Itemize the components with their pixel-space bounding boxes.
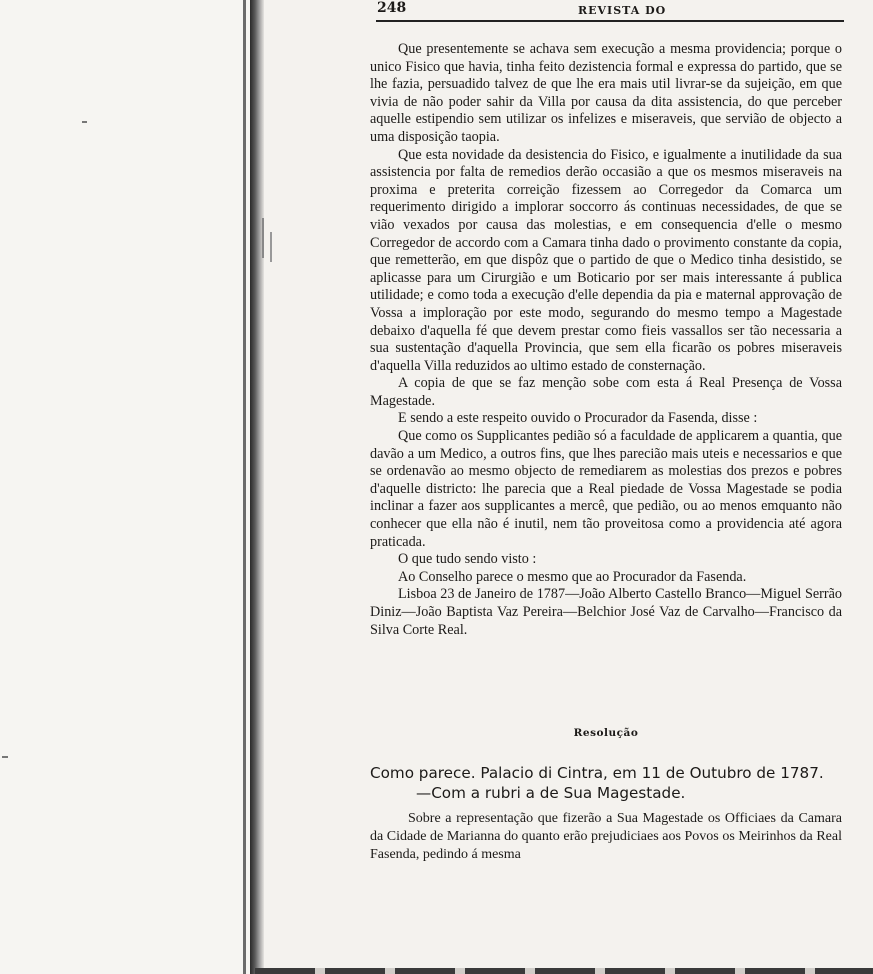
final-paragraph bbox=[370, 810, 842, 864]
paragraph: A copia de que se faz menção sobe com esta á Real Presença de Vossa Magestade. bbox=[370, 375, 842, 409]
resolution-text bbox=[370, 763, 850, 803]
header-rule bbox=[376, 20, 844, 22]
paragraph: Que presentemente se achava sem execução a mesma providencia; porque o unico Fisico que havia, tinha feito dezistencia formal e expressa do partido, que se lhe fazia, persuadido talvez de que lhe era mais util livrar-se da sujeição, em que vivia de não poder sahir da Villa por causa da dita assistencia, do que perceber aquelle estipendio sem utilizar os infelizes e miseraveis, que servião de objecto a uma disposição taopia. bbox=[370, 41, 842, 145]
running-head: REVISTA DO bbox=[578, 4, 667, 17]
left-page-margin bbox=[0, 0, 250, 974]
paper-speck bbox=[82, 121, 87, 123]
signatures-paragraph: Lisboa 23 de Janeiro de 1787—João Alberto Castello Branco—Miguel Serrão Diniz—João Baptista Vaz Pereira—Belchior José Vaz de Carvalho—Francisco da Silva Corte Real. bbox=[370, 586, 842, 638]
resolution-heading: Resolução bbox=[573, 727, 639, 739]
paper-speck bbox=[2, 756, 8, 758]
bleed-through-mark bbox=[270, 232, 272, 262]
resolution-line-2: —Com a rubri a de Sua Magestade. bbox=[416, 784, 686, 802]
paragraph: Que como os Supplicantes pedião só a faculdade de applicarem a quantia, que davão a um Medico, a outros fins, que lhes parecião mais uteis e necessarios e que se ordenavão ao mesmo objecto de remediarem as molestias dos prezos e pobres d'aquelle districto: lhe parecia que a Real piedade de Vossa Magestade se podia inclinar a fazer aos supplicantes a mercê, que pedião, ou ao menos emquanto não conhecer que ella não é inutil, nem tão proveitosa como a providencia até agora praticada. bbox=[370, 428, 842, 550]
paragraph: Sobre a representação que fizerão a Sua Magestade os Officiaes da Camara da Cidade de Marianna do quanto erão prejudiciaes aos Povos os Meirinhos da Real Fasenda, pedindo á mesma bbox=[370, 811, 842, 862]
book-gutter bbox=[250, 0, 264, 974]
paragraph: Ao Conselho parece o mesmo que ao Procurador da Fasenda. bbox=[398, 568, 747, 585]
bleed-through-mark bbox=[262, 218, 264, 258]
paragraph: O que tudo sendo visto : bbox=[398, 551, 537, 568]
paragraph: E sendo a este respeito ouvido o Procurador da Fasenda, disse : bbox=[398, 410, 758, 427]
page-number: 248 bbox=[377, 0, 407, 16]
bottom-edge bbox=[255, 968, 873, 974]
paragraph: Que esta novidade da desistencia do Fisico, e igualmente a inutilidade da sua assistencia por falta de remedios derão occasião a que os mesmos miseraveis na proxima e preterita correição fizessem ao Corregedor da Comarca um requerimento dirigido a implorar soccorro ás continuas necessidades, de que se vião vexados por causa das molestias, e em consequencia d'elle o mesmo Corregedor de accordo com a Camara tinha dado o provimento constante da copia, que remetterão, em que dispôz que o partido de que o Medico tinha desistido, se aplicasse para um Cirurgião e um Boticario por ser mais interessante á publica utilidade; e como toda a execução d'elle dependia da pia e maternal approvação de Vossa a imploração por este modo, segurando do mesmo tempo a Magestade debaixo d'aquella fé que devem prestar como fieis vassallos ser tão necessaria a sua sustentação d'aquella Provincia, que sem ella ficarão os pobres miseraveis d'aquella Villa reduzidos ao ultimo estado de consternação. bbox=[370, 146, 842, 374]
gutter-line bbox=[243, 0, 246, 974]
resolution-line-1: Como parece. Palacio di Cintra, em 11 de Outubro de 1787. bbox=[370, 764, 824, 782]
body-text bbox=[370, 41, 842, 639]
